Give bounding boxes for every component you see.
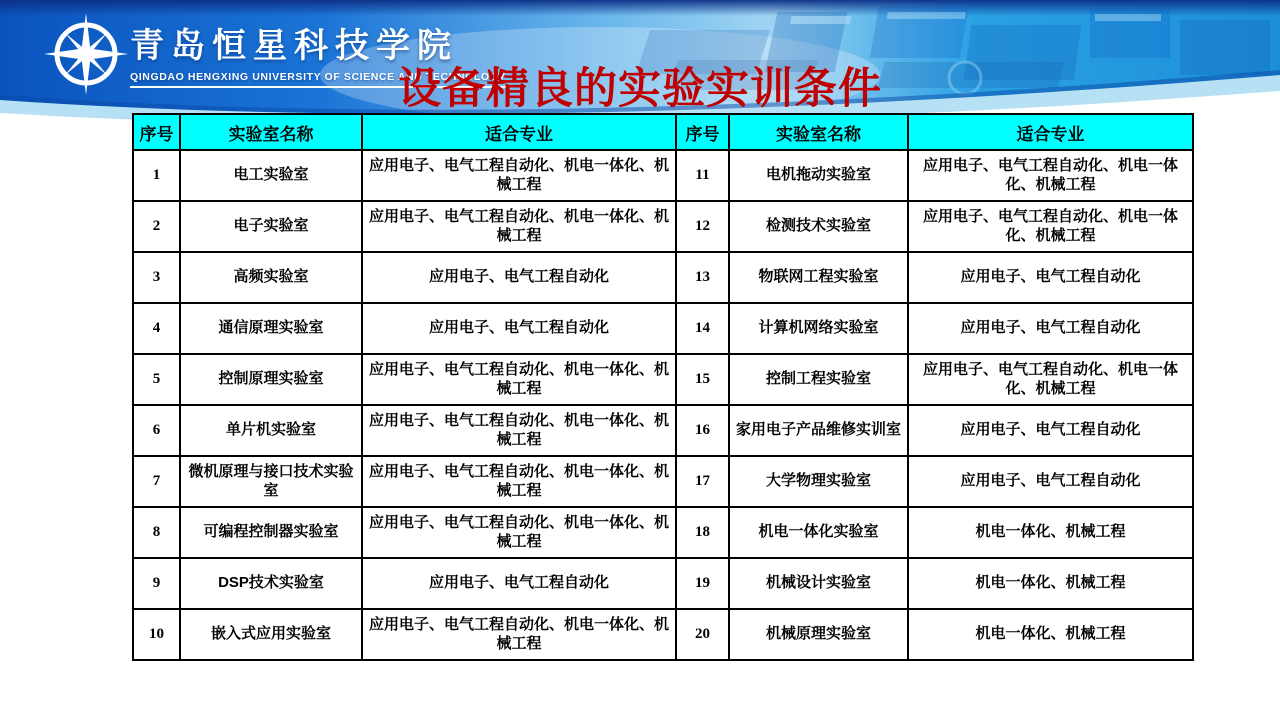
- table-row: [133, 609, 1193, 660]
- row-number-cell: 12: [676, 201, 729, 252]
- page-title: 设备精良的实验实训条件: [398, 66, 882, 113]
- row-number-cell: 13: [676, 252, 729, 303]
- lab-name-cell: 机电一体化实验室: [729, 507, 908, 558]
- table-row: [133, 303, 1193, 354]
- row-number-cell: 8: [133, 507, 180, 558]
- row-number-cell: 6: [133, 405, 180, 456]
- column-header-majors-right: 适合专业: [908, 114, 1193, 150]
- row-number-cell: 5: [133, 354, 180, 405]
- lab-name-cell: DSP技术实验室: [180, 558, 362, 609]
- lab-name-cell: 家用电子产品维修实训室: [729, 405, 908, 456]
- row-number-cell: 3: [133, 252, 180, 303]
- lab-name-cell: 嵌入式应用实验室: [180, 609, 362, 660]
- university-name-en: QINGDAO HENGXING UNIVERSITY OF SCIENCE AND TECHNOLOGY: [130, 71, 506, 88]
- majors-cell: 机电一体化、机械工程: [908, 609, 1193, 660]
- row-number-cell: 1: [133, 150, 180, 201]
- row-number-cell: 11: [676, 150, 729, 201]
- lab-name-cell: 电子实验室: [180, 201, 362, 252]
- majors-cell: 应用电子、电气工程自动化: [362, 558, 676, 609]
- majors-cell: 应用电子、电气工程自动化、机电一体化、机械工程: [362, 150, 676, 201]
- table-row: [133, 558, 1193, 609]
- majors-cell: 应用电子、电气工程自动化: [908, 303, 1193, 354]
- lab-name-cell: 控制原理实验室: [180, 354, 362, 405]
- majors-cell: 应用电子、电气工程自动化: [908, 252, 1193, 303]
- lab-name-cell: 大学物理实验室: [729, 456, 908, 507]
- row-number-cell: 15: [676, 354, 729, 405]
- majors-cell: 机电一体化、机械工程: [908, 558, 1193, 609]
- majors-cell: 应用电子、电气工程自动化: [908, 405, 1193, 456]
- row-number-cell: 10: [133, 609, 180, 660]
- majors-cell: 应用电子、电气工程自动化: [908, 456, 1193, 507]
- lab-name-cell: 计算机网络实验室: [729, 303, 908, 354]
- majors-cell: 应用电子、电气工程自动化、机电一体化、机械工程: [362, 456, 676, 507]
- column-header-name-right: 实验室名称: [729, 114, 908, 150]
- majors-cell: 应用电子、电气工程自动化、机电一体化、机械工程: [362, 609, 676, 660]
- university-name-zh: 青岛恒星科技学院: [130, 27, 458, 65]
- lab-name-cell: 高频实验室: [180, 252, 362, 303]
- lab-name-cell: 微机原理与接口技术实验室: [180, 456, 362, 507]
- table-row: [133, 354, 1193, 405]
- column-header-majors-left: 适合专业: [362, 114, 676, 150]
- row-number-cell: 14: [676, 303, 729, 354]
- lab-name-cell: 控制工程实验室: [729, 354, 908, 405]
- majors-cell: 应用电子、电气工程自动化、机电一体化、机械工程: [362, 507, 676, 558]
- majors-cell: 机电一体化、机械工程: [908, 507, 1193, 558]
- row-number-cell: 18: [676, 507, 729, 558]
- table-row: [133, 507, 1193, 558]
- majors-cell: 应用电子、电气工程自动化、机电一体化、机械工程: [908, 150, 1193, 201]
- column-header-no-right: 序号: [676, 114, 729, 150]
- majors-cell: 应用电子、电气工程自动化: [362, 252, 676, 303]
- majors-cell: 应用电子、电气工程自动化、机电一体化、机械工程: [362, 201, 676, 252]
- lab-name-cell: 通信原理实验室: [180, 303, 362, 354]
- lab-name-cell: 电工实验室: [180, 150, 362, 201]
- majors-cell: 应用电子、电气工程自动化、机电一体化、机械工程: [362, 405, 676, 456]
- row-number-cell: 19: [676, 558, 729, 609]
- lab-name-cell: 机械原理实验室: [729, 609, 908, 660]
- table-header-row: [133, 114, 1193, 150]
- lab-name-cell: 检测技术实验室: [729, 201, 908, 252]
- column-header-name-left: 实验室名称: [180, 114, 362, 150]
- lab-name-cell: 物联网工程实验室: [729, 252, 908, 303]
- majors-cell: 应用电子、电气工程自动化: [362, 303, 676, 354]
- table-row: [133, 150, 1193, 201]
- table-row: [133, 201, 1193, 252]
- row-number-cell: 9: [133, 558, 180, 609]
- lab-name-cell: 单片机实验室: [180, 405, 362, 456]
- majors-cell: 应用电子、电气工程自动化、机电一体化、机械工程: [908, 201, 1193, 252]
- table-row: [133, 252, 1193, 303]
- row-number-cell: 7: [133, 456, 180, 507]
- lab-name-cell: 可编程控制器实验室: [180, 507, 362, 558]
- column-header-no-left: 序号: [133, 114, 180, 150]
- table-row: [133, 405, 1193, 456]
- table-row: [133, 456, 1193, 507]
- majors-cell: 应用电子、电气工程自动化、机电一体化、机械工程: [908, 354, 1193, 405]
- row-number-cell: 17: [676, 456, 729, 507]
- lab-name-cell: 机械设计实验室: [729, 558, 908, 609]
- labs-table: [132, 113, 1194, 661]
- labs-table-container: [132, 113, 1194, 661]
- majors-cell: 应用电子、电气工程自动化、机电一体化、机械工程: [362, 354, 676, 405]
- lab-name-cell: 电机拖动实验室: [729, 150, 908, 201]
- row-number-cell: 20: [676, 609, 729, 660]
- row-number-cell: 4: [133, 303, 180, 354]
- row-number-cell: 2: [133, 201, 180, 252]
- row-number-cell: 16: [676, 405, 729, 456]
